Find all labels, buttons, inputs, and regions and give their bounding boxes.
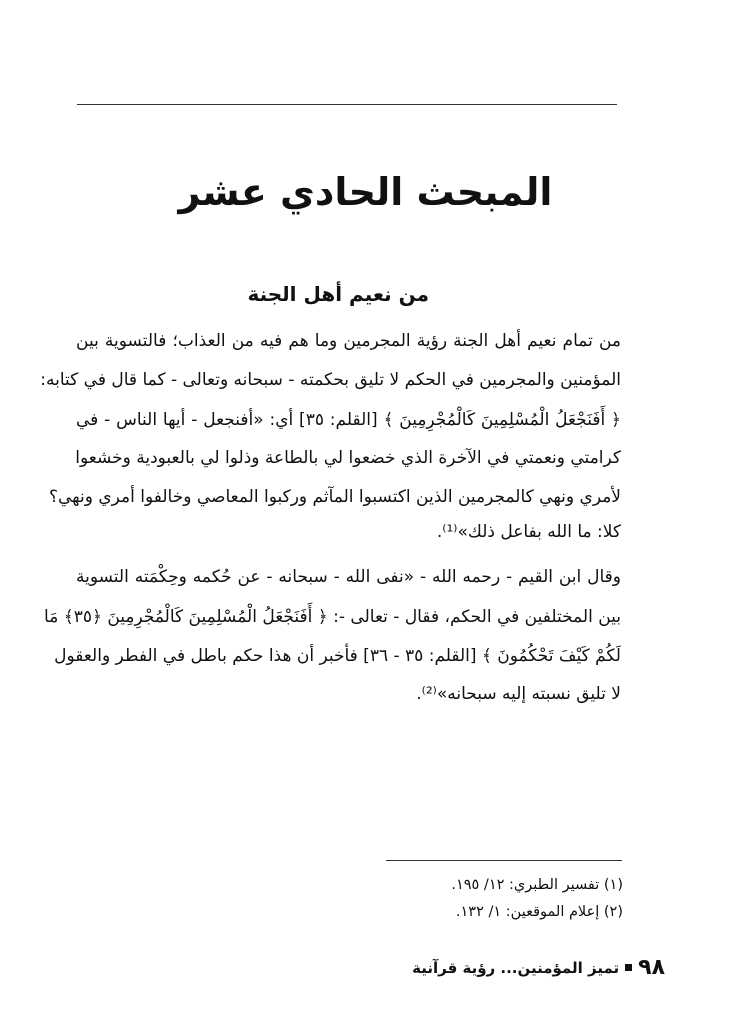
paragraph-line: لا تليق نسبته إليه سبحانه»⁽²⁾. — [416, 684, 621, 704]
square-bullet-icon — [625, 964, 632, 971]
page-number: ٩٨ — [638, 955, 665, 980]
footnote-rule — [386, 860, 622, 861]
paragraph-line: كرامتي ونعمتي في الآخرة الذي خضعوا لي بالطاعة وذلوا لي بالعبودية وخشعوا — [75, 448, 621, 468]
running-title: تميز المؤمنين... رؤية قرآنية — [412, 958, 620, 977]
paragraph-line: من تمام نعيم أهل الجنة رؤية المجرمين وما هم فيه من العذاب؛ فالتسوية بين — [76, 331, 621, 351]
footnote: (٢) إعلام الموقعين: ١/ ١٣٢. — [455, 904, 623, 920]
chapter-heading: المبحث الحادي عشر — [178, 170, 553, 214]
paragraph-line: بين المختلفين في الحكم، فقال - تعالى -: ﴿ أَفَنَجْعَلُ الْمُسْلِمِينَ كَالْمُجْرِمِينَ ﴿٣٥﴾ مَا — [44, 607, 621, 627]
paragraph-line: وقال ابن القيم - رحمه الله - «نفى الله - سبحانه - عن حُكمه وحِكْمَته التسوية — [76, 567, 621, 587]
header-rule — [77, 104, 617, 105]
paragraph-line: المؤمنين والمجرمين في الحكم لا تليق بحكمته - سبحانه وتعالى - كما قال في كتابه: — [40, 370, 621, 390]
footnote: (١) تفسير الطبري: ١٢/ ١٩٥. — [451, 877, 623, 893]
paragraph-line: كلا: ما الله بفاعل ذلك»⁽¹⁾. — [436, 522, 621, 542]
section-subheading: من نعيم أهل الجنة — [247, 282, 429, 306]
paragraph-line: ﴿ أَفَنَجْعَلُ الْمُسْلِمِينَ كَالْمُجْرِمِينَ ﴾ [القلم: ٣٥] أي: «أفنجعل - أيها الناس - في — [76, 410, 621, 430]
paragraph-line: لأمري ونهي كالمجرمين الذين اكتسبوا المآثم وركبوا المعاصي وخالفوا أمري ونهي؟ — [48, 487, 621, 507]
paragraph-line: لَكُمْ كَيْفَ تَحْكُمُونَ ﴾ [القلم: ٣٥ - ٣٦] فأخبر أن هذا حكم باطل في الفطر والعقول — [54, 646, 621, 666]
page-footer — [412, 955, 665, 980]
